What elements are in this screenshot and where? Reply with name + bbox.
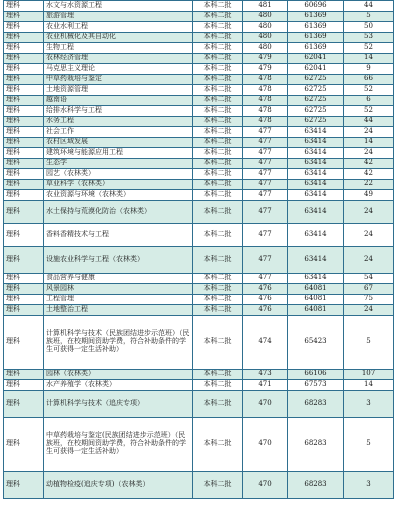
subject-cell: 理科 xyxy=(4,158,44,169)
rank-cell: 63414 xyxy=(288,200,344,223)
score-cell: 473 xyxy=(243,369,288,380)
table-row xyxy=(4,223,394,246)
major-cell: 农业机械化及其自动化 xyxy=(44,32,193,43)
count-cell: 3 xyxy=(344,471,394,498)
rank-cell: 63414 xyxy=(288,148,344,159)
major-cell: 工程管理 xyxy=(44,294,193,305)
batch-cell: 本科二批 xyxy=(193,169,243,180)
rank-cell: 63414 xyxy=(288,179,344,190)
rank-cell: 63414 xyxy=(288,169,344,180)
batch-cell: 本科二批 xyxy=(193,223,243,246)
rank-cell: 60696 xyxy=(288,1,344,12)
count-cell: 24 xyxy=(344,305,394,316)
count-cell: 49 xyxy=(344,190,394,201)
score-cell: 480 xyxy=(243,22,288,33)
score-cell: 477 xyxy=(243,273,288,284)
subject-cell: 理科 xyxy=(4,315,44,369)
table-row xyxy=(4,169,394,180)
count-cell: 24 xyxy=(344,223,394,246)
table-row xyxy=(4,284,394,295)
count-cell: 44 xyxy=(344,1,394,12)
table-row xyxy=(4,85,394,96)
major-cell: 设施农业科学与工程（农林类） xyxy=(44,246,193,273)
table-row xyxy=(4,11,394,22)
subject-cell: 理科 xyxy=(4,246,44,273)
batch-cell: 本科二批 xyxy=(193,22,243,33)
count-cell: 52 xyxy=(344,85,394,96)
score-cell: 480 xyxy=(243,11,288,22)
rank-cell: 61369 xyxy=(288,22,344,33)
rank-cell: 65423 xyxy=(288,315,344,369)
major-cell: 食品营养与健康 xyxy=(44,273,193,284)
count-cell: 107 xyxy=(344,369,394,380)
table-row xyxy=(4,1,394,12)
table-row xyxy=(4,148,394,159)
batch-cell: 本科二批 xyxy=(193,246,243,273)
subject-cell: 理科 xyxy=(4,127,44,138)
score-cell: 477 xyxy=(243,179,288,190)
count-cell: 24 xyxy=(344,246,394,273)
major-cell: 水务工程 xyxy=(44,116,193,127)
table-body xyxy=(4,1,394,499)
subject-cell: 理科 xyxy=(4,417,44,471)
table-row xyxy=(4,158,394,169)
batch-cell: 本科二批 xyxy=(193,305,243,316)
batch-cell: 本科二批 xyxy=(193,190,243,201)
batch-cell: 本科二批 xyxy=(193,273,243,284)
table-row xyxy=(4,305,394,316)
major-cell: 中草药栽培与鉴定 xyxy=(44,74,193,85)
subject-cell: 理科 xyxy=(4,1,44,12)
batch-cell: 本科二批 xyxy=(193,74,243,85)
table-row xyxy=(4,74,394,85)
subject-cell: 理科 xyxy=(4,380,44,391)
score-cell: 477 xyxy=(243,158,288,169)
count-cell: 14 xyxy=(344,53,394,64)
batch-cell: 本科二批 xyxy=(193,369,243,380)
rank-cell: 61369 xyxy=(288,32,344,43)
subject-cell: 理科 xyxy=(4,273,44,284)
subject-cell: 理科 xyxy=(4,64,44,75)
count-cell: 22 xyxy=(344,179,394,190)
count-cell: 14 xyxy=(344,137,394,148)
major-cell: 马克思主义理论 xyxy=(44,64,193,75)
score-cell: 478 xyxy=(243,95,288,106)
score-cell: 470 xyxy=(243,417,288,471)
score-cell: 479 xyxy=(243,64,288,75)
score-cell: 477 xyxy=(243,200,288,223)
table-row xyxy=(4,190,394,201)
major-cell: 计算机科学与技术（民族团结进步示范班）（民族班，在校期间资助学费，符合补助条件的学生可获得一定生活补助） xyxy=(44,315,193,369)
subject-cell: 理科 xyxy=(4,74,44,85)
score-cell: 479 xyxy=(243,53,288,64)
table-row xyxy=(4,64,394,75)
subject-cell: 理科 xyxy=(4,190,44,201)
subject-cell: 理科 xyxy=(4,179,44,190)
subject-cell: 理科 xyxy=(4,223,44,246)
rank-cell: 63414 xyxy=(288,190,344,201)
count-cell: 14 xyxy=(344,380,394,391)
subject-cell: 理科 xyxy=(4,116,44,127)
table-row xyxy=(4,32,394,43)
score-cell: 477 xyxy=(243,246,288,273)
batch-cell: 本科二批 xyxy=(193,127,243,138)
batch-cell: 本科二批 xyxy=(193,158,243,169)
batch-cell: 本科二批 xyxy=(193,64,243,75)
rank-cell: 62041 xyxy=(288,64,344,75)
batch-cell: 本科二批 xyxy=(193,148,243,159)
table-row xyxy=(4,273,394,284)
batch-cell: 本科二批 xyxy=(193,380,243,391)
count-cell: 24 xyxy=(344,148,394,159)
batch-cell: 本科二批 xyxy=(193,390,243,417)
batch-cell: 本科二批 xyxy=(193,315,243,369)
table-row xyxy=(4,315,394,369)
batch-cell: 本科二批 xyxy=(193,1,243,12)
subject-cell: 理科 xyxy=(4,284,44,295)
score-cell: 478 xyxy=(243,74,288,85)
subject-cell: 理科 xyxy=(4,305,44,316)
table-row xyxy=(4,106,394,117)
count-cell: 50 xyxy=(344,22,394,33)
score-cell: 474 xyxy=(243,315,288,369)
table-row xyxy=(4,417,394,471)
batch-cell: 本科二批 xyxy=(193,116,243,127)
subject-cell: 理科 xyxy=(4,53,44,64)
major-cell: 计算机科学与技术（追庆专项） xyxy=(44,390,193,417)
rank-cell: 62725 xyxy=(288,95,344,106)
table-row xyxy=(4,380,394,391)
major-cell: 农业资源与环境（农林类） xyxy=(44,190,193,201)
count-cell: 24 xyxy=(344,200,394,223)
table-row xyxy=(4,200,394,223)
score-cell: 471 xyxy=(243,380,288,391)
rank-cell: 68283 xyxy=(288,390,344,417)
rank-cell: 68283 xyxy=(288,417,344,471)
major-cell: 水文与水资源工程 xyxy=(44,1,193,12)
count-cell: 5 xyxy=(344,315,394,369)
batch-cell: 本科二批 xyxy=(193,137,243,148)
score-cell: 478 xyxy=(243,85,288,96)
score-cell: 476 xyxy=(243,294,288,305)
major-cell: 土地资源管理 xyxy=(44,85,193,96)
batch-cell: 本科二批 xyxy=(193,106,243,117)
count-cell: 3 xyxy=(344,390,394,417)
major-cell: 中草药栽培与鉴定(民族团结进步示范班）（民族班，在校期间资助学费，符合补助条件的学生可获得一定生活补助） xyxy=(44,417,193,471)
score-cell: 477 xyxy=(243,223,288,246)
major-cell: 旅游管理 xyxy=(44,11,193,22)
score-cell: 477 xyxy=(243,137,288,148)
table-row xyxy=(4,246,394,273)
table-row xyxy=(4,43,394,54)
major-cell: 农村区域发展 xyxy=(44,137,193,148)
score-cell: 477 xyxy=(243,190,288,201)
subject-cell: 理科 xyxy=(4,11,44,22)
major-cell: 水土保持与荒漠化防治（农林类） xyxy=(44,200,193,223)
major-cell: 给排水科学与工程 xyxy=(44,106,193,117)
subject-cell: 理科 xyxy=(4,85,44,96)
table-row xyxy=(4,294,394,305)
count-cell: 44 xyxy=(344,116,394,127)
score-cell: 476 xyxy=(243,284,288,295)
count-cell: 66 xyxy=(344,74,394,85)
subject-cell: 理科 xyxy=(4,106,44,117)
major-cell: 土地整治工程 xyxy=(44,305,193,316)
subject-cell: 理科 xyxy=(4,43,44,54)
count-cell: 6 xyxy=(344,95,394,106)
major-cell: 香料香精技术与工程 xyxy=(44,223,193,246)
score-cell: 477 xyxy=(243,127,288,138)
rank-cell: 63414 xyxy=(288,273,344,284)
count-cell: 67 xyxy=(344,284,394,295)
table-row xyxy=(4,95,394,106)
score-cell: 478 xyxy=(243,116,288,127)
rank-cell: 62725 xyxy=(288,74,344,85)
rank-cell: 63414 xyxy=(288,127,344,138)
count-cell: 52 xyxy=(344,106,394,117)
subject-cell: 理科 xyxy=(4,200,44,223)
score-cell: 470 xyxy=(243,390,288,417)
major-cell: 动植物检疫(追庆专项)（农林类） xyxy=(44,471,193,498)
batch-cell: 本科二批 xyxy=(193,11,243,22)
table-row xyxy=(4,116,394,127)
count-cell: 24 xyxy=(344,127,394,138)
table-row xyxy=(4,22,394,33)
rank-cell: 62725 xyxy=(288,106,344,117)
major-cell: 农林经济管理 xyxy=(44,53,193,64)
rank-cell: 63414 xyxy=(288,158,344,169)
major-cell: 园艺（农林类） xyxy=(44,169,193,180)
major-cell: 水产养殖学（农林类） xyxy=(44,380,193,391)
table-row xyxy=(4,53,394,64)
batch-cell: 本科二批 xyxy=(193,294,243,305)
subject-cell: 理科 xyxy=(4,369,44,380)
batch-cell: 本科二批 xyxy=(193,32,243,43)
table-row xyxy=(4,137,394,148)
count-cell: 5 xyxy=(344,417,394,471)
rank-cell: 61369 xyxy=(288,11,344,22)
count-cell: 42 xyxy=(344,158,394,169)
score-cell: 476 xyxy=(243,305,288,316)
rank-cell: 63414 xyxy=(288,137,344,148)
score-cell: 480 xyxy=(243,43,288,54)
table-row xyxy=(4,471,394,498)
major-cell: 农业水利工程 xyxy=(44,22,193,33)
rank-cell: 66106 xyxy=(288,369,344,380)
table-row xyxy=(4,127,394,138)
rank-cell: 64081 xyxy=(288,284,344,295)
rank-cell: 68283 xyxy=(288,471,344,498)
score-cell: 480 xyxy=(243,32,288,43)
rank-cell: 63414 xyxy=(288,223,344,246)
count-cell: 9 xyxy=(344,64,394,75)
rank-cell: 62725 xyxy=(288,116,344,127)
table-row xyxy=(4,390,394,417)
major-cell: 风景园林 xyxy=(44,284,193,295)
subject-cell: 理科 xyxy=(4,137,44,148)
count-cell: 75 xyxy=(344,294,394,305)
major-cell: 草业科学（农林类） xyxy=(44,179,193,190)
rank-cell: 64081 xyxy=(288,305,344,316)
subject-cell: 理科 xyxy=(4,390,44,417)
batch-cell: 本科二批 xyxy=(193,179,243,190)
count-cell: 52 xyxy=(344,43,394,54)
score-cell: 470 xyxy=(243,471,288,498)
score-cell: 477 xyxy=(243,169,288,180)
major-cell: 园林（农林类） xyxy=(44,369,193,380)
major-cell: 社会工作 xyxy=(44,127,193,138)
subject-cell: 理科 xyxy=(4,169,44,180)
batch-cell: 本科二批 xyxy=(193,471,243,498)
rank-cell: 62725 xyxy=(288,85,344,96)
subject-cell: 理科 xyxy=(4,294,44,305)
subject-cell: 理科 xyxy=(4,95,44,106)
count-cell: 53 xyxy=(344,32,394,43)
rank-cell: 67573 xyxy=(288,380,344,391)
score-cell: 481 xyxy=(243,1,288,12)
batch-cell: 本科二批 xyxy=(193,85,243,96)
batch-cell: 本科二批 xyxy=(193,417,243,471)
batch-cell: 本科二批 xyxy=(193,284,243,295)
batch-cell: 本科二批 xyxy=(193,53,243,64)
batch-cell: 本科二批 xyxy=(193,200,243,223)
subject-cell: 理科 xyxy=(4,471,44,498)
table-row xyxy=(4,179,394,190)
rank-cell: 63414 xyxy=(288,246,344,273)
score-cell: 477 xyxy=(243,148,288,159)
table-row xyxy=(4,369,394,380)
count-cell: 42 xyxy=(344,169,394,180)
subject-cell: 理科 xyxy=(4,32,44,43)
major-cell: 生态学 xyxy=(44,158,193,169)
batch-cell: 本科二批 xyxy=(193,95,243,106)
rank-cell: 64081 xyxy=(288,294,344,305)
major-cell: 生物工程 xyxy=(44,43,193,54)
score-cell: 478 xyxy=(243,106,288,117)
major-cell: 越南语 xyxy=(44,95,193,106)
major-cell: 建筑环境与能源应用工程 xyxy=(44,148,193,159)
subject-cell: 理科 xyxy=(4,22,44,33)
rank-cell: 61369 xyxy=(288,43,344,54)
subject-cell: 理科 xyxy=(4,148,44,159)
count-cell: 54 xyxy=(344,273,394,284)
batch-cell: 本科二批 xyxy=(193,43,243,54)
admission-score-table xyxy=(3,0,394,499)
rank-cell: 62041 xyxy=(288,53,344,64)
count-cell: 5 xyxy=(344,11,394,22)
